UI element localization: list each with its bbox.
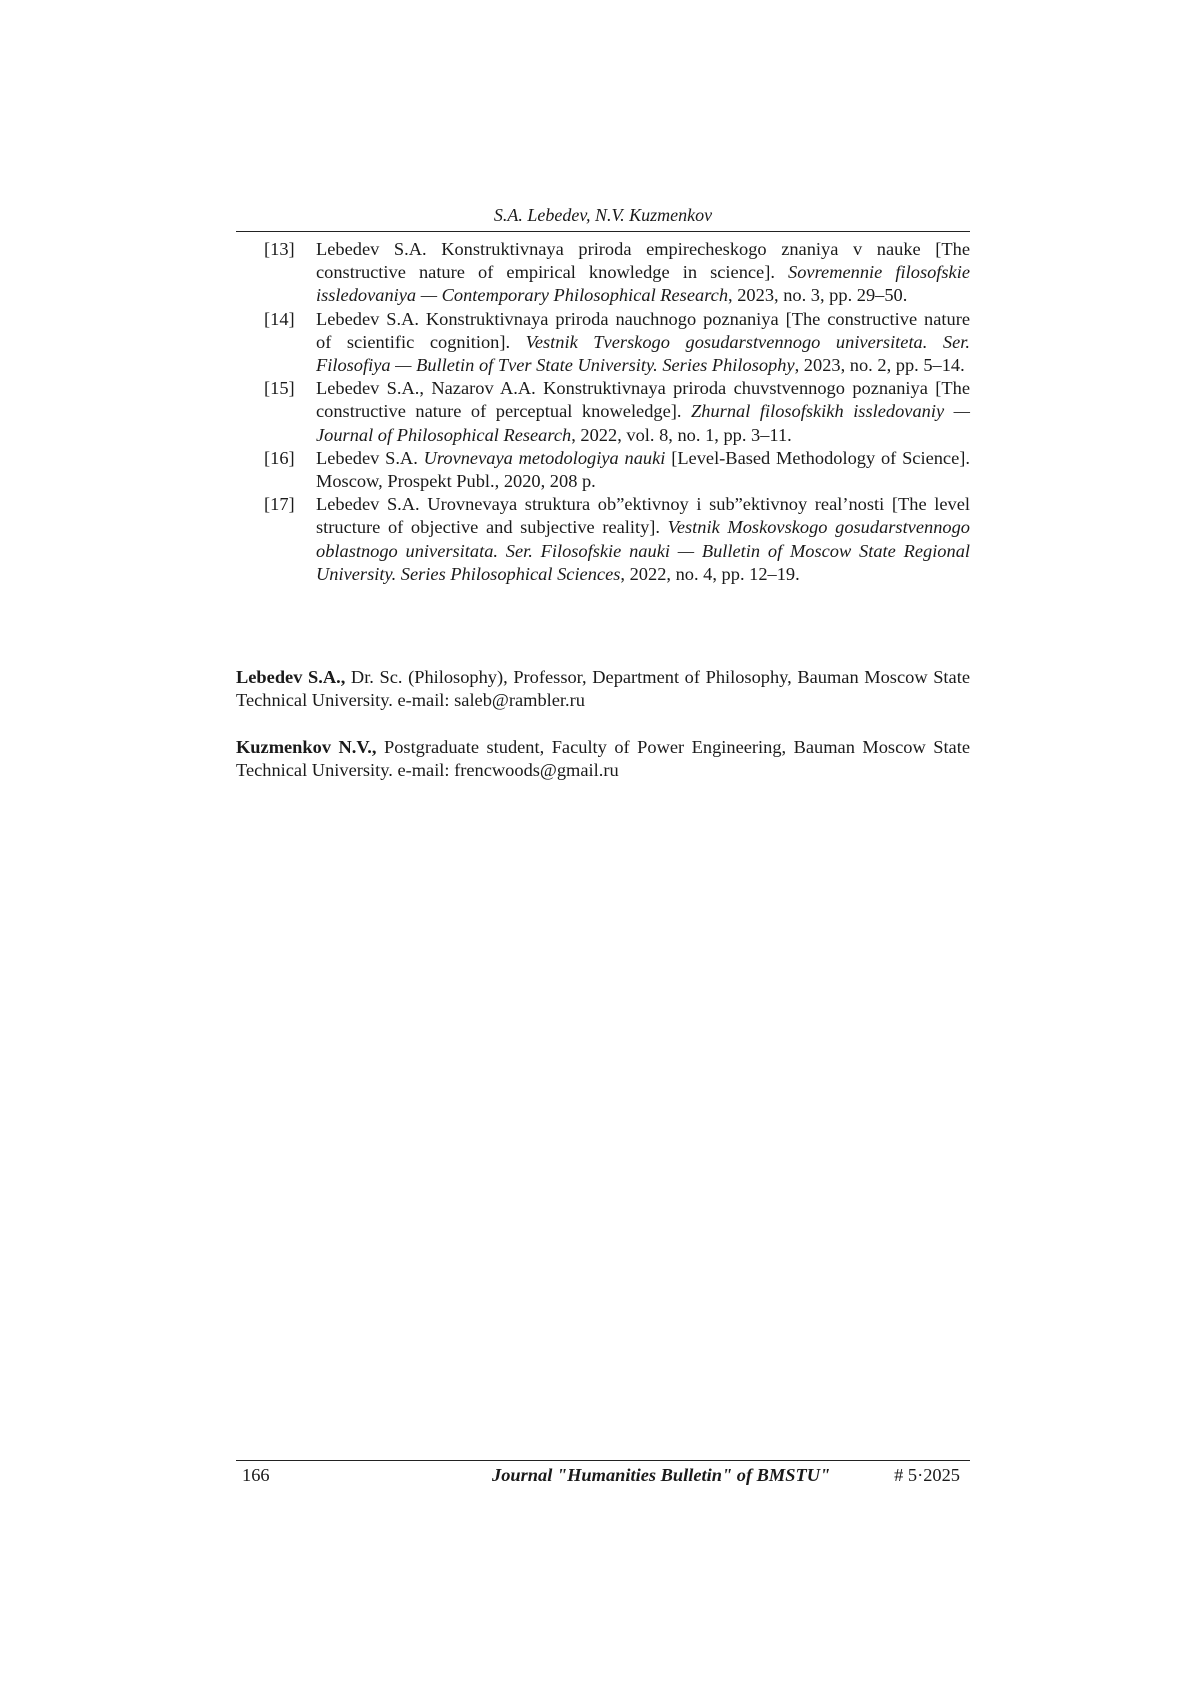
journal-name: Journal "Humanities Bulletin" of BMSTU" — [492, 1465, 831, 1485]
reference-tail: [Level-Based Methodology of Science]. Moscow, Prospekt Publ., 2020, 208 p. — [316, 447, 970, 492]
author-info-kuzmenkov — [236, 736, 970, 782]
reference-number: [17] — [264, 494, 295, 515]
reference-plain: Lebedev S.A. Urovnevaya struktura ob”ektivnoy i sub”ektivnoy real’nosti [The level structure of objective and subjective reality]. — [316, 494, 970, 538]
reference-journal: Sovremennie filosofskie issledovaniya — Contemporary Philosophical Research — [316, 262, 970, 306]
reference-book-title: Urovnevaya metodologiya nauki — [423, 447, 666, 468]
reference-tail: , 2022, no. 4, pp. 12–19. — [620, 563, 800, 584]
reference-tail: , 2023, no. 3, pp. 29–50. — [728, 285, 908, 306]
reference-item-15 — [236, 377, 970, 447]
reference-journal: Vestnik Moskovskogo gosudarstvennogo oblastnogo universitata. Ser. Filosofskie nauki — Bulletin of Moscow State Regional University. Series Philosophical Sciences — [316, 517, 970, 584]
author-info-lebedev — [236, 666, 970, 712]
reference-tail: , 2023, no. 2, pp. 5–14. — [794, 355, 965, 376]
reference-number: [16] — [264, 447, 295, 468]
reference-text — [310, 238, 970, 308]
reference-plain: Lebedev S.A. Konstruktivnaya priroda empirecheskogo znaniya v nauke [The constructive nature of empirical knowledge in science]. — [316, 239, 970, 283]
reference-item-14 — [236, 308, 970, 378]
reference-text — [310, 447, 970, 493]
author-name: Lebedev S.A., — [236, 667, 346, 687]
reference-plain: Lebedev S.A. Konstruktivnaya priroda nauchnogo poznaniya [The constructive nature of scientific cognition]. — [316, 308, 970, 352]
page-number: 166 — [242, 1465, 270, 1485]
reference-number: [15] — [264, 378, 295, 399]
issue-number: # 5·2025 — [894, 1465, 960, 1485]
reference-plain: Lebedev S.A. — [316, 447, 424, 468]
author-name: Kuzmenkov N.V., — [236, 737, 377, 757]
reference-item-16 — [236, 447, 970, 493]
reference-number: [13] — [264, 239, 295, 259]
reference-text — [310, 493, 970, 586]
reference-item-13 — [236, 238, 970, 308]
reference-journal: Zhurnal filosofskikh issledovaniy — Journal of Philosophical Research — [316, 401, 970, 445]
running-head: S.A. Lebedev, N.V. Kuzmenkov — [493, 205, 713, 225]
reference-plain: Lebedev S.A., Nazarov A.A. Konstruktivnaya priroda chuvstvennogo poznaniya [The constructive nature of perceptual knoweledge]. — [316, 378, 970, 422]
reference-tail: , 2022, vol. 8, no. 1, pp. 3–11. — [571, 424, 792, 445]
reference-text — [310, 308, 970, 378]
author-details: Dr. Sc. (Philosophy), Professor, Department of Philosophy, Bauman Moscow State Technical University. e-mail: saleb@rambler.ru — [236, 667, 970, 711]
reference-text — [310, 377, 970, 447]
author-details: Postgraduate student, Faculty of Power Engineering, Bauman Moscow State Technical University. e-mail: frencwoods@gmail.ru — [236, 737, 970, 781]
reference-number: [14] — [264, 308, 295, 329]
reference-item-17 — [236, 493, 970, 586]
reference-list — [236, 238, 970, 586]
header-divider — [236, 231, 970, 232]
footer-divider — [236, 1460, 970, 1461]
reference-journal: Vestnik Tverskogo gosudarstvennogo universiteta. Ser. Filosofiya — Bulletin of Tver State University. Series Philosophy — [316, 331, 970, 376]
